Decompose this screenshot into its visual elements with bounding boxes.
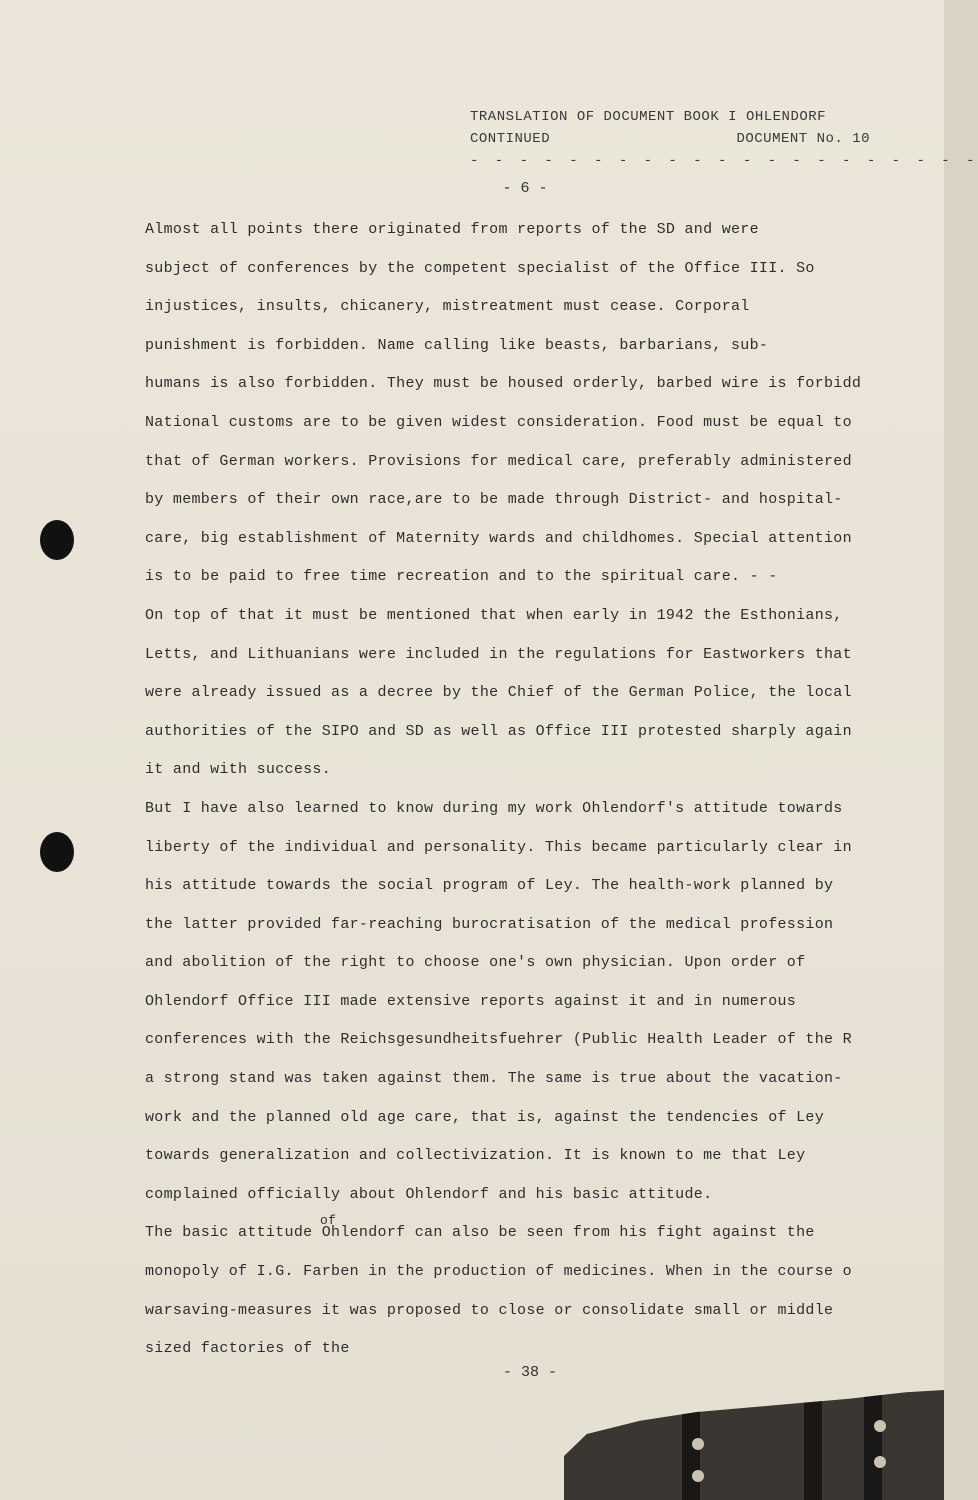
text-line: that of German workers. Provisions for medical care, preferably administered (145, 452, 852, 470)
text-line: towards generalization and collectivization. It is known to me that Ley (145, 1147, 806, 1165)
text-line: Letts, and Lithuanians were included in the regulations for Eastworkers that (145, 645, 852, 663)
page-number-top: - 6 - (502, 180, 548, 197)
text-line: a strong stand was taken against them. The same is true about the vacation- (145, 1070, 843, 1088)
inserted-word-of: of (320, 1213, 337, 1229)
binder-stripe (804, 1390, 822, 1500)
text-line: Ohlendorf Office III made extensive reports against it and in numerous (145, 992, 797, 1010)
text-line: his attitude towards the social program of Ley. The health-work planned by (145, 877, 834, 895)
body-text (145, 218, 890, 1376)
text-line: conferences with the Reichsgesundheitsfuehrer (Public Health Leader of the R (145, 1031, 852, 1049)
text-line: sized factories of the (145, 1340, 350, 1358)
header-line-2 (470, 128, 870, 150)
header-separator: - - - - - - - - - - - - - - - - - - - - - (470, 153, 978, 169)
binder-hole-icon (874, 1456, 886, 1468)
text-line: work and the planned old age care, that is, against the tendencies of Ley (145, 1108, 825, 1126)
text-line: subject of conferences by the competent specialist of the Office III. So (145, 259, 815, 277)
text-line-with-insertion (145, 1213, 890, 1260)
binder-hole-icon (692, 1438, 704, 1450)
text-line-content: The basic attitude Ohlendorf can also be seen from his fight against the (145, 1224, 815, 1242)
binder-stripe (864, 1390, 882, 1500)
text-line: National customs are to be given widest consideration. Food must be equal to (145, 413, 852, 431)
binder-hole-icon (874, 1420, 886, 1432)
text-line: care, big establishment of Maternity wards and childhomes. Special attention (145, 529, 852, 547)
text-line: injustices, insults, chicanery, mistreatment must cease. Corporal (145, 298, 750, 316)
document-header (470, 106, 978, 172)
header-continued: CONTINUED (470, 131, 551, 147)
text-line: monopoly of I.G. Farben in the production of medicines. When in the course o (145, 1263, 852, 1281)
punch-hole-icon (40, 832, 74, 872)
text-line: complained officially about Ohlendorf and his basic attitude. (145, 1185, 713, 1203)
punch-hole-icon (40, 520, 74, 560)
text-line: punishment is forbidden. Name calling like beasts, barbarians, sub- (145, 336, 769, 354)
header-line-1 (470, 106, 870, 128)
text-line: Almost all points there originated from reports of the SD and were (145, 221, 759, 238)
text-line: warsaving-measures it was proposed to close or consolidate small or middle (145, 1301, 834, 1319)
torn-corner (564, 1390, 944, 1500)
text-line: On top of that it must be mentioned that when early in 1942 the Esthonians, (145, 606, 843, 624)
text-line: But I have also learned to know during my work Ohlendorf's attitude towards (145, 799, 843, 817)
text-line: is to be paid to free time recreation and to the spiritual care. - - (145, 568, 778, 586)
header-document-number: DOCUMENT No. 10 (736, 131, 870, 147)
text-line: it and with success. (145, 761, 332, 779)
text-line: authorities of the SIPO and SD as well as Office III protested sharply again (145, 722, 852, 740)
text-line: by members of their own race,are to be made through District- and hospital- (145, 491, 843, 509)
text-line: liberty of the individual and personality. This became particularly clear in (145, 838, 852, 856)
page-number-bottom: - 38 - (502, 1364, 557, 1381)
header-title: TRANSLATION OF DOCUMENT BOOK I OHLENDORF (470, 109, 827, 125)
text-line: humans is also forbidden. They must be housed orderly, barbed wire is forbidd (145, 375, 862, 393)
text-line: and abolition of the right to choose one's own physician. Upon order of (145, 954, 806, 972)
binder-hole-icon (692, 1470, 704, 1482)
text-line: the latter provided far-reaching burocratisation of the medical profession (145, 915, 834, 933)
text-line: were already issued as a decree by the Chief of the German Police, the local (145, 684, 852, 702)
